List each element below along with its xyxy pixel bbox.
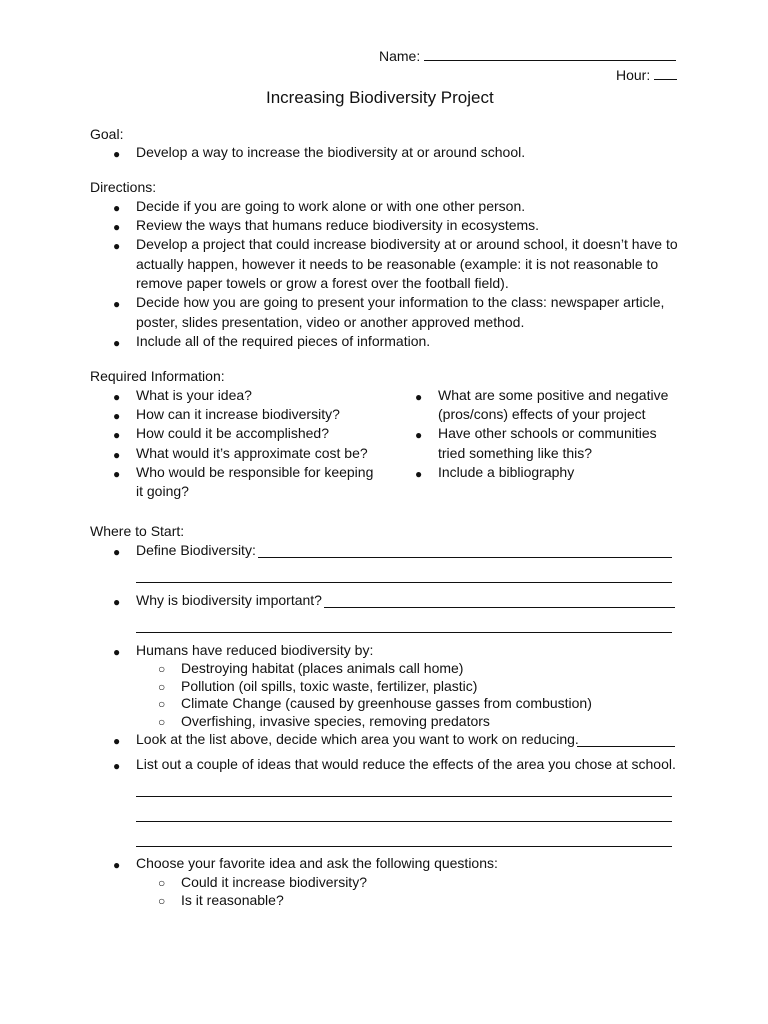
required-left-item: How can it increase biodiversity? bbox=[136, 406, 340, 422]
bullet-icon: ● bbox=[113, 734, 121, 748]
why-important-prompt: Why is biodiversity important? bbox=[136, 592, 322, 608]
answer-line bbox=[136, 796, 672, 797]
sub-bullet-icon: ○ bbox=[158, 662, 166, 676]
sub-bullet-icon: ○ bbox=[158, 680, 166, 694]
list-out-ideas-prompt: List out a couple of ideas that would reduce the effects of the area you chose at school. bbox=[136, 756, 676, 772]
start-heading: Where to Start: bbox=[90, 523, 185, 539]
directions-item: Include all of the required pieces of information. bbox=[136, 333, 431, 349]
directions-item-cont: poster, slides presentation, video or another approved method. bbox=[136, 314, 525, 330]
goal-heading: Goal: bbox=[90, 126, 124, 142]
answer-line bbox=[324, 607, 675, 608]
required-left-item: How could it be accomplished? bbox=[136, 425, 329, 441]
humans-reduced-item: Overfishing, invasive species, removing predators bbox=[181, 713, 490, 729]
bullet-icon: ● bbox=[113, 645, 121, 659]
bullet-icon: ● bbox=[113, 390, 121, 404]
humans-reduced-item: Destroying habitat (places animals call home) bbox=[181, 660, 464, 676]
name-label: Name: bbox=[379, 48, 421, 64]
name-line bbox=[379, 47, 676, 64]
bullet-icon: ● bbox=[113, 595, 121, 609]
define-biodiversity-prompt: Define Biodiversity: bbox=[136, 542, 256, 558]
answer-line bbox=[577, 746, 675, 747]
required-right-item-cont: (pros/cons) effects of your project bbox=[438, 406, 646, 422]
required-heading: Required Information: bbox=[90, 368, 225, 384]
answer-line bbox=[258, 557, 672, 558]
answer-line bbox=[136, 582, 672, 583]
bullet-icon: ● bbox=[113, 428, 121, 442]
bullet-icon: ● bbox=[415, 467, 423, 481]
bullet-icon: ● bbox=[113, 336, 121, 350]
sub-bullet-icon: ○ bbox=[158, 894, 166, 908]
name-blank bbox=[424, 47, 676, 61]
bullet-icon: ● bbox=[113, 201, 121, 215]
required-right-item: What are some positive and negative bbox=[438, 387, 669, 403]
directions-item-cont: actually happen, however it needs to be reasonable (example: it is not reasonable to bbox=[136, 256, 659, 272]
required-right-item-cont: tried something like this? bbox=[438, 445, 593, 461]
required-left-item: What would it’s approximate cost be? bbox=[136, 445, 368, 461]
sub-bullet-icon: ○ bbox=[158, 697, 166, 711]
look-at-list-prompt: Look at the list above, decide which area you want to work on reducing. bbox=[136, 731, 579, 747]
hour-label: Hour: bbox=[616, 67, 651, 83]
answer-line bbox=[136, 821, 672, 822]
bullet-icon: ● bbox=[113, 759, 121, 773]
goal-item: Develop a way to increase the biodiversity at or around school. bbox=[136, 144, 526, 160]
bullet-icon: ● bbox=[415, 428, 423, 442]
humans-reduced-item: Climate Change (caused by greenhouse gasses from combustion) bbox=[181, 695, 592, 711]
bullet-icon: ● bbox=[113, 467, 121, 481]
answer-line bbox=[136, 846, 672, 847]
required-right-item: Include a bibliography bbox=[438, 464, 575, 480]
humans-reduced-prompt: Humans have reduced biodiversity by: bbox=[136, 642, 374, 658]
required-left-item: Who would be responsible for keeping bbox=[136, 464, 374, 480]
directions-item: Decide how you are going to present your information to the class: newspaper article, bbox=[136, 294, 665, 310]
directions-item: Decide if you are going to work alone or with one other person. bbox=[136, 198, 526, 214]
choose-question: Could it increase biodiversity? bbox=[181, 874, 367, 890]
bullet-icon: ● bbox=[113, 220, 121, 234]
directions-item-cont: remove paper towels or grow a forest over the football field). bbox=[136, 275, 509, 291]
bullet-icon: ● bbox=[415, 390, 423, 404]
bullet-icon: ● bbox=[113, 858, 121, 872]
required-left-item: What is your idea? bbox=[136, 387, 252, 403]
bullet-icon: ● bbox=[113, 448, 121, 462]
hour-line bbox=[616, 66, 677, 83]
humans-reduced-item: Pollution (oil spills, toxic waste, fertilizer, plastic) bbox=[181, 678, 478, 694]
choose-question: Is it reasonable? bbox=[181, 892, 284, 908]
bullet-icon: ● bbox=[113, 147, 121, 161]
hour-blank bbox=[654, 66, 677, 80]
bullet-icon: ● bbox=[113, 297, 121, 311]
bullet-icon: ● bbox=[113, 409, 121, 423]
directions-item: Develop a project that could increase biodiversity at or around school, it doesn’t have to bbox=[136, 236, 678, 252]
bullet-icon: ● bbox=[113, 239, 121, 253]
required-left-item-cont: it going? bbox=[136, 483, 189, 499]
bullet-icon: ● bbox=[113, 545, 121, 559]
sub-bullet-icon: ○ bbox=[158, 715, 166, 729]
choose-idea-prompt: Choose your favorite idea and ask the following questions: bbox=[136, 855, 498, 871]
answer-line bbox=[136, 632, 672, 633]
directions-item: Review the ways that humans reduce biodiversity in ecosystems. bbox=[136, 217, 540, 233]
page-title: Increasing Biodiversity Project bbox=[266, 88, 494, 107]
required-right-item: Have other schools or communities bbox=[438, 425, 657, 441]
directions-heading: Directions: bbox=[90, 179, 157, 195]
sub-bullet-icon: ○ bbox=[158, 876, 166, 890]
